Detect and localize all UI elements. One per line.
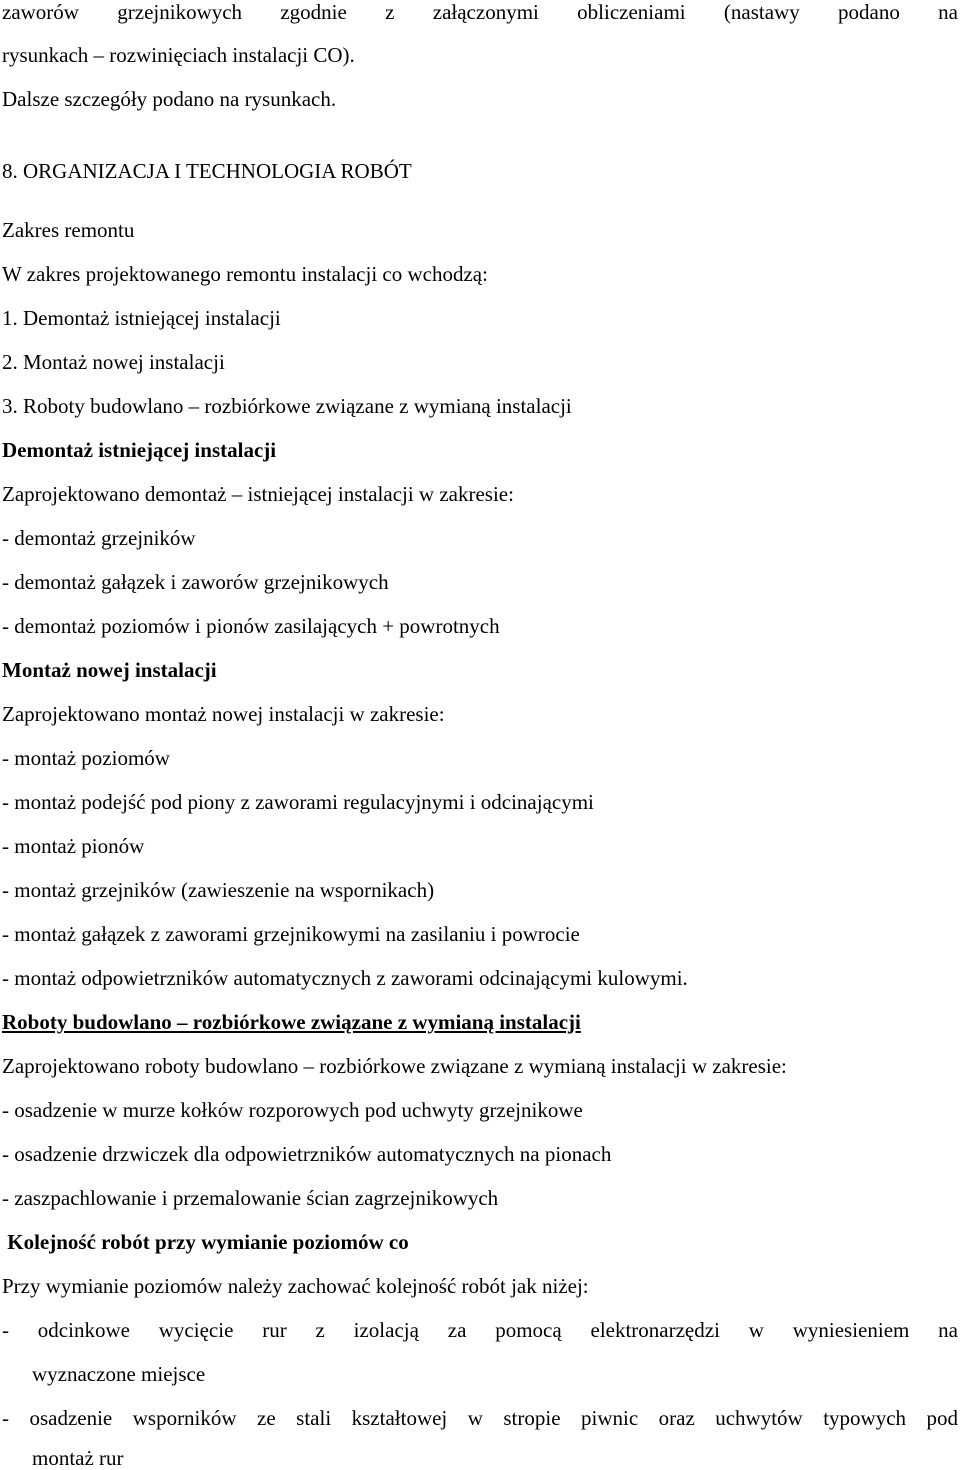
subsection-heading: Kolejność robót przy wymianie poziomów co (2, 1230, 409, 1254)
list-item: - demontaż poziomów i pionów zasilających + powrotnych (2, 614, 500, 638)
list-item: - montaż odpowietrzników automatycznych z zaworami odcinającymi kulowymi. (2, 966, 688, 990)
paragraph-line: Dalsze szczegóły podano na rysunkach. (2, 87, 337, 111)
paragraph-line: Zaprojektowano roboty budowlano – rozbiórkowe związane z wymianą instalacji w zakresie: (2, 1054, 787, 1078)
list-item: - odcinkowe wycięcie rur z izolacją za pomocą elektronarzędzi w wyniesieniem na (2, 1318, 958, 1342)
paragraph-line: W zakres projektowanego remontu instalacji co wchodzą: (2, 262, 488, 286)
paragraph-line: zaworów grzejnikowych zgodnie z załączonymi obliczeniami (nastawy podano na (2, 0, 958, 24)
numbered-item: 3. Roboty budowlano – rozbiórkowe związane z wymianą instalacji (2, 394, 572, 418)
list-item: - montaż podejść pod piony z zaworami regulacyjnymi i odcinającymi (2, 790, 594, 814)
list-item: - osadzenie drzwiczek dla odpowietrzników automatycznych na pionach (2, 1142, 612, 1166)
subsection-heading: Montaż nowej instalacji (2, 658, 217, 682)
list-item: - zaszpachlowanie i przemalowanie ścian zagrzejnikowych (2, 1186, 499, 1210)
paragraph-line: Zaprojektowano montaż nowej instalacji w zakresie: (2, 702, 445, 726)
list-item-continuation: wyznaczone miejsce (32, 1362, 206, 1386)
subsection-heading: Demontaż istniejącej instalacji (2, 438, 277, 462)
subsection-heading: Zakres remontu (2, 218, 135, 242)
list-item: - montaż grzejników (zawieszenie na wspornikach) (2, 878, 435, 902)
list-item: - osadzenie w murze kołków rozporowych pod uchwyty grzejnikowe (2, 1098, 583, 1122)
list-item: - osadzenie wsporników ze stali kształtowej w stropie piwnic oraz uchwytów typowych pod (2, 1406, 958, 1430)
list-item-continuation: montaż rur (32, 1446, 124, 1470)
paragraph-line: Przy wymianie poziomów należy zachować kolejność robót jak niżej: (2, 1274, 589, 1298)
section-heading: 8. ORGANIZACJA I TECHNOLOGIA ROBÓT (2, 159, 412, 183)
subsection-heading: Roboty budowlano – rozbiórkowe związane z wymianą instalacji (2, 1010, 581, 1034)
list-item: - montaż gałązek z zaworami grzejnikowymi na zasilaniu i powrocie (2, 922, 580, 946)
paragraph-line: Zaprojektowano demontaż – istniejącej instalacji w zakresie: (2, 482, 514, 506)
numbered-item: 1. Demontaż istniejącej instalacji (2, 306, 281, 330)
paragraph-line: rysunkach – rozwinięciach instalacji CO). (2, 43, 355, 67)
numbered-item: 2. Montaż nowej instalacji (2, 350, 225, 374)
list-item: - montaż poziomów (2, 746, 170, 770)
list-item: - demontaż gałązek i zaworów grzejnikowych (2, 570, 389, 594)
list-item: - demontaż grzejników (2, 526, 196, 550)
list-item: - montaż pionów (2, 834, 145, 858)
